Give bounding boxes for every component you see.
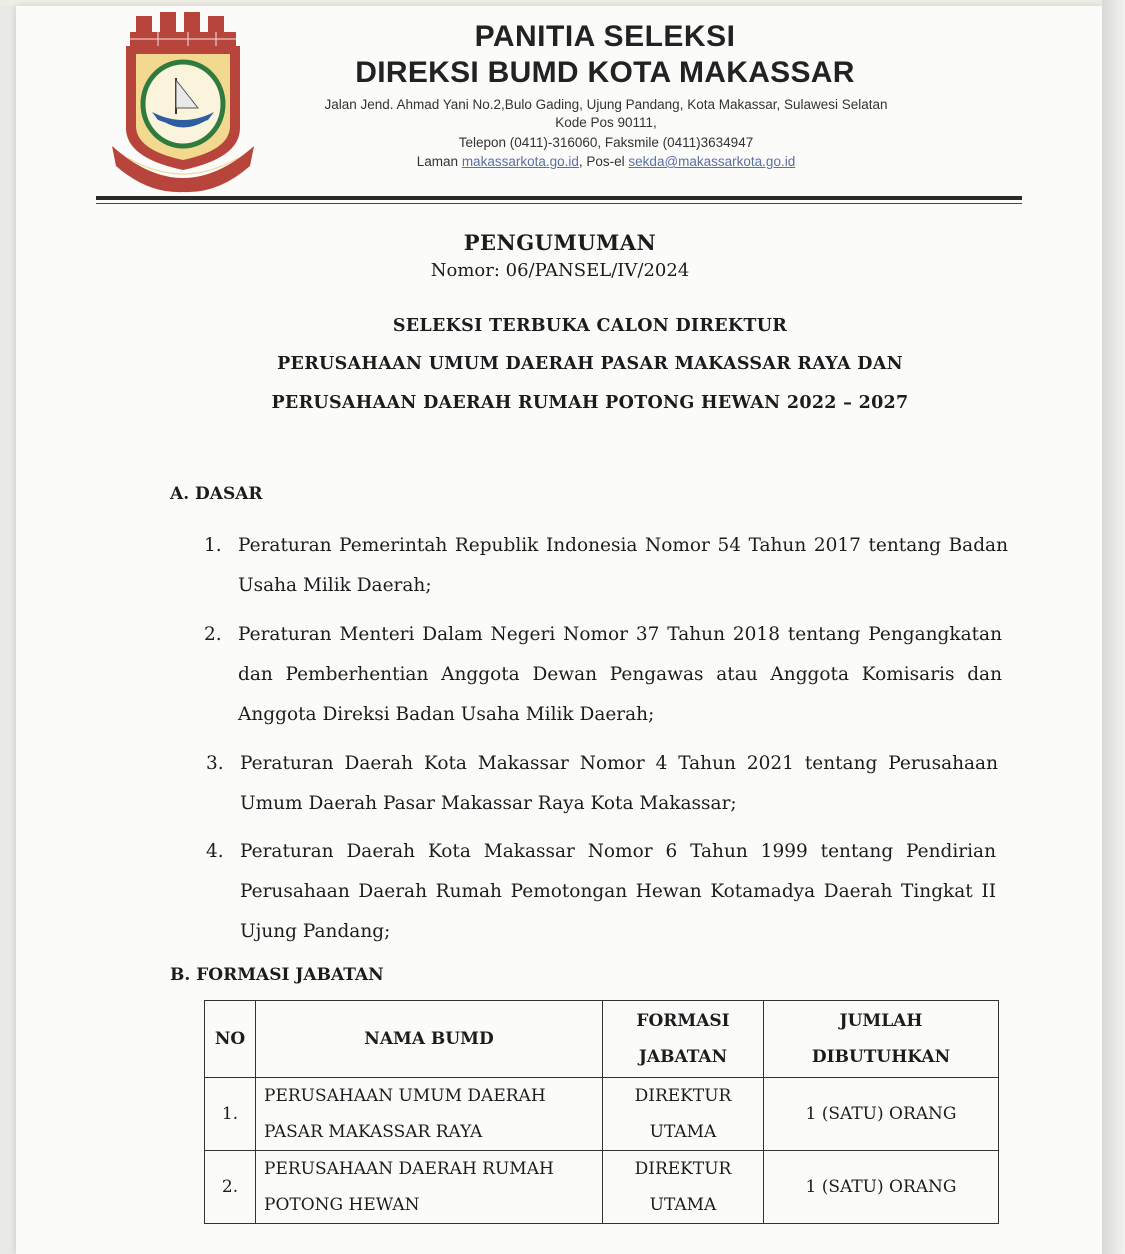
subject-line-2: PERUSAHAAN UMUM DAERAH PASAR MAKASSAR RAYA DAN — [277, 354, 903, 374]
announcement-number: Nomor: 06/PANSEL/IV/2024 — [430, 260, 690, 281]
postal-code-line: Kode Pos 90111, — [555, 115, 657, 130]
cell-formasi: DIREKTUR UTAMA — [603, 1078, 764, 1151]
column-header-jumlah: JUMLAH DIBUTUHKAN — [764, 1001, 999, 1078]
contact-line — [276, 153, 936, 171]
announcement-title: PENGUMUMAN — [463, 230, 657, 255]
table-row — [205, 1151, 999, 1224]
list-item-number: 1. — [204, 535, 222, 556]
section-b-heading: B. FORMASI JABATAN — [170, 965, 384, 985]
header-divider-thin — [96, 203, 1022, 204]
phone-line: Telepon (0411)-316060, Faksmile (0411)3634947 — [458, 135, 754, 150]
table-header-row — [205, 1001, 999, 1078]
list-item-text: Peraturan Daerah Kota Makassar Nomor 4 Tahun 2021 tentang Perusahaan Umum Daerah Pasar Makassar Raya Kota Makassar; — [240, 753, 998, 814]
cell-no: 2. — [205, 1151, 256, 1224]
section-a-heading: A. DASAR — [170, 484, 263, 504]
cell-jumlah: 1 (SATU) ORANG — [764, 1151, 999, 1224]
list-item-number: 3. — [206, 753, 224, 774]
column-header-no: NO — [205, 1001, 256, 1078]
email-label: , Pos-el — [578, 154, 625, 169]
subject-line-1: SELEKSI TERBUKA CALON DIREKTUR — [392, 316, 788, 336]
website-link[interactable]: makassarkota.go.id — [461, 154, 579, 169]
column-header-formasi: FORMASI JABATAN — [603, 1001, 764, 1078]
makassar-city-emblem-icon — [108, 8, 258, 193]
org-name-line2: DIREKSI BUMD KOTA MAKASSAR — [355, 56, 855, 89]
list-item-text: Peraturan Daerah Kota Makassar Nomor 6 Tahun 1999 tentang Pendirian Perusahaan Daerah Rumah Pemotongan Hewan Kotamadya Daerah Tingkat II Ujung Pandang; — [240, 841, 996, 942]
list-item-number: 4. — [206, 841, 224, 862]
cell-formasi: DIREKTUR UTAMA — [603, 1151, 764, 1224]
subject-line-3: PERUSAHAAN DAERAH RUMAH POTONG HEWAN 2022 – 2027 — [271, 393, 909, 413]
cell-nama-bumd: PERUSAHAAN DAERAH RUMAH POTONG HEWAN — [256, 1151, 603, 1224]
cell-no: 1. — [205, 1078, 256, 1151]
column-header-nama-bumd: NAMA BUMD — [256, 1001, 603, 1078]
address-line: Jalan Jend. Ahmad Yani No.2,Bulo Gading, Ujung Pandang, Kota Makassar, Sulawesi Selatan — [324, 97, 888, 112]
cell-jumlah: 1 (SATU) ORANG — [764, 1078, 999, 1151]
page-edge-shadow — [1102, 0, 1125, 1254]
org-name-line1: PANITIA SELEKSI — [474, 20, 736, 53]
header-divider-thick — [96, 196, 1022, 200]
position-table — [204, 1000, 999, 1224]
list-item-text: Peraturan Menteri Dalam Negeri Nomor 37 Tahun 2018 tentang Pengangkatan dan Pemberhentian Anggota Dewan Pengawas atau Anggota Komisaris dan Anggota Direksi Badan Usaha Milik Daerah; — [238, 624, 1002, 725]
table-row — [205, 1078, 999, 1151]
list-item-text: Peraturan Pemerintah Republik Indonesia Nomor 54 Tahun 2017 tentang Badan Usaha Milik Daerah; — [238, 535, 1008, 596]
list-item-number: 2. — [204, 624, 222, 645]
email-link[interactable]: sekda@makassarkota.go.id — [628, 154, 796, 169]
web-label: Laman — [416, 154, 459, 169]
cell-nama-bumd: PERUSAHAAN UMUM DAERAH PASAR MAKASSAR RAYA — [256, 1078, 603, 1151]
